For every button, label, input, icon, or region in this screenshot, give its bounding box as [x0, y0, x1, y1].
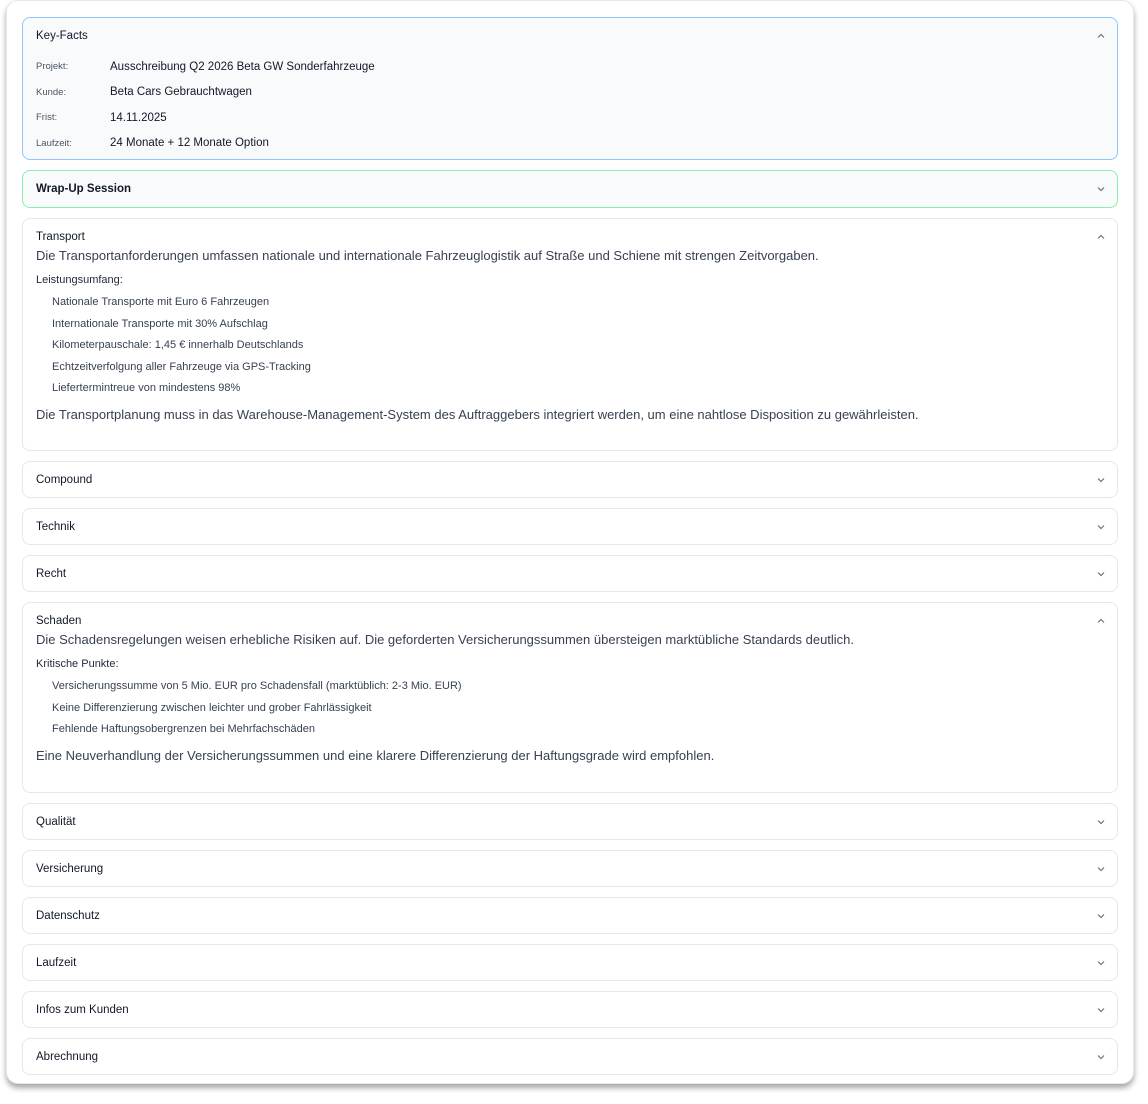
list-item: Liefertermintreue von mindestens 98%	[52, 382, 241, 394]
list-item: Internationale Transporte mit 30% Aufschlag	[52, 317, 268, 330]
datenschutz-card[interactable]	[22, 897, 1118, 934]
versicherung-header[interactable]	[23, 851, 1117, 887]
chevron-down-icon[interactable]	[1096, 1005, 1106, 1015]
technik-title: Technik	[36, 521, 75, 533]
versicherung-title: Versicherung	[36, 863, 104, 875]
projekt-value: Ausschreibung Q2 2026 Beta GW Sonderfahrzeuge	[110, 60, 375, 73]
key-facts-row-laufzeit	[23, 131, 1117, 157]
technik-card[interactable]	[22, 508, 1118, 545]
frist-label: Frist:	[36, 112, 58, 124]
transport-body	[23, 247, 1117, 436]
laufzeit-title: Laufzeit	[36, 957, 77, 969]
key-facts-row-projekt	[23, 54, 1117, 80]
compound-header[interactable]	[23, 462, 1117, 498]
chevron-down-icon[interactable]	[1096, 1052, 1106, 1062]
key-facts-row-kunde	[23, 80, 1117, 106]
chevron-down-icon[interactable]	[1096, 817, 1106, 827]
wrap-up-title: Wrap-Up Session	[36, 182, 131, 195]
transport-outro: Die Transportplanung muss in das Warehouse-Management-System des Auftraggebers integriert werden, um eine nahtlose Disposition zu gewährleisten.	[36, 406, 919, 422]
qualitaet-header[interactable]	[23, 804, 1117, 840]
app-window	[6, 0, 1134, 1084]
chevron-up-icon[interactable]	[1096, 616, 1106, 626]
key-facts-row-frist	[23, 105, 1117, 131]
transport-intro: Die Transportanforderungen umfassen nationale und internationale Fahrzeuglogistik auf Straße und Schiene mit strengen Zeitvorgaben.	[36, 248, 819, 263]
schaden-subhead: Kritische Punkte:	[36, 658, 119, 670]
frist-value: 14.11.2025	[110, 111, 167, 124]
transport-items	[36, 292, 1104, 400]
chevron-down-icon[interactable]	[1096, 864, 1106, 874]
list-item: Versicherungssumme von 5 Mio. EUR pro Schadensfall (marktüblich: 2-3 Mio. EUR)	[52, 680, 462, 692]
sections-list	[22, 17, 1118, 1084]
chevron-down-icon[interactable]	[1096, 184, 1106, 194]
recht-header[interactable]	[23, 556, 1117, 592]
transport-title: Transport	[36, 231, 85, 243]
abrechnung-title: Abrechnung	[36, 1051, 99, 1063]
laufzeit-card[interactable]	[22, 944, 1118, 981]
technik-header[interactable]	[23, 509, 1117, 545]
chevron-down-icon[interactable]	[1096, 911, 1106, 921]
schaden-card	[22, 602, 1118, 793]
infos-kunden-title: Infos zum Kunden	[36, 1004, 129, 1016]
key-facts-header[interactable]	[23, 18, 1117, 54]
key-facts-title: Key-Facts	[36, 30, 88, 42]
list-item: Keine Differenzierung zwischen leichter und grober Fahrlässigkeit	[52, 701, 372, 714]
chevron-down-icon[interactable]	[1096, 522, 1106, 532]
schaden-outro: Eine Neuverhandlung der Versicherungssummen und eine klarere Differenzierung der Haftungsgrade wird empfohlen.	[36, 747, 715, 763]
chevron-up-icon[interactable]	[1096, 31, 1106, 41]
laufzeit-value: 24 Monate + 12 Monate Option	[110, 137, 269, 150]
datenschutz-header[interactable]	[23, 898, 1117, 934]
schaden-items	[36, 676, 1104, 741]
list-item: Fehlende Haftungsobergrenzen bei Mehrfachschäden	[52, 723, 315, 735]
list-item: Echtzeitverfolgung aller Fahrzeuge via GPS-Tracking	[52, 360, 311, 373]
laufzeit-header[interactable]	[23, 945, 1117, 981]
qualitaet-card[interactable]	[22, 803, 1118, 840]
chevron-down-icon[interactable]	[1096, 475, 1106, 485]
versicherung-card[interactable]	[22, 850, 1118, 887]
schaden-intro: Die Schadensregelungen weisen erhebliche Risiken auf. Die geforderten Versicherungssummen übersteigen marktübliche Standards deutlich.	[36, 632, 855, 647]
wrap-up-header[interactable]	[23, 171, 1117, 206]
qualitaet-title: Qualität	[36, 816, 76, 828]
wrap-up-card[interactable]	[22, 170, 1118, 208]
abrechnung-header[interactable]	[23, 1039, 1117, 1075]
chevron-down-icon[interactable]	[1096, 958, 1106, 968]
schaden-title: Schaden	[36, 615, 82, 627]
infos-kunden-header[interactable]	[23, 992, 1117, 1028]
list-item: Kilometerpauschale: 1,45 € innerhalb Deutschlands	[52, 339, 304, 351]
chevron-down-icon[interactable]	[1096, 569, 1106, 579]
recht-card[interactable]	[22, 555, 1118, 592]
schaden-body	[23, 631, 1117, 777]
compound-card[interactable]	[22, 461, 1118, 498]
kunde-value: Beta Cars Gebrauchtwagen	[110, 86, 252, 99]
infos-kunden-card[interactable]	[22, 991, 1118, 1028]
projekt-label: Projekt:	[36, 61, 69, 73]
datenschutz-title: Datenschutz	[36, 910, 100, 922]
transport-card	[22, 218, 1118, 451]
schaden-header[interactable]	[23, 603, 1117, 639]
list-item: Nationale Transporte mit Euro 6 Fahrzeugen	[52, 296, 270, 308]
laufzeit-label: Laufzeit:	[36, 137, 72, 149]
chevron-up-icon[interactable]	[1096, 232, 1106, 242]
abrechnung-card[interactable]	[22, 1038, 1118, 1075]
transport-header[interactable]	[23, 219, 1117, 255]
recht-title: Recht	[36, 568, 67, 580]
transport-subhead: Leistungsumfang:	[36, 274, 123, 286]
key-facts-card	[22, 17, 1118, 160]
compound-title: Compound	[36, 474, 93, 486]
kunde-label: Kunde:	[36, 86, 67, 98]
